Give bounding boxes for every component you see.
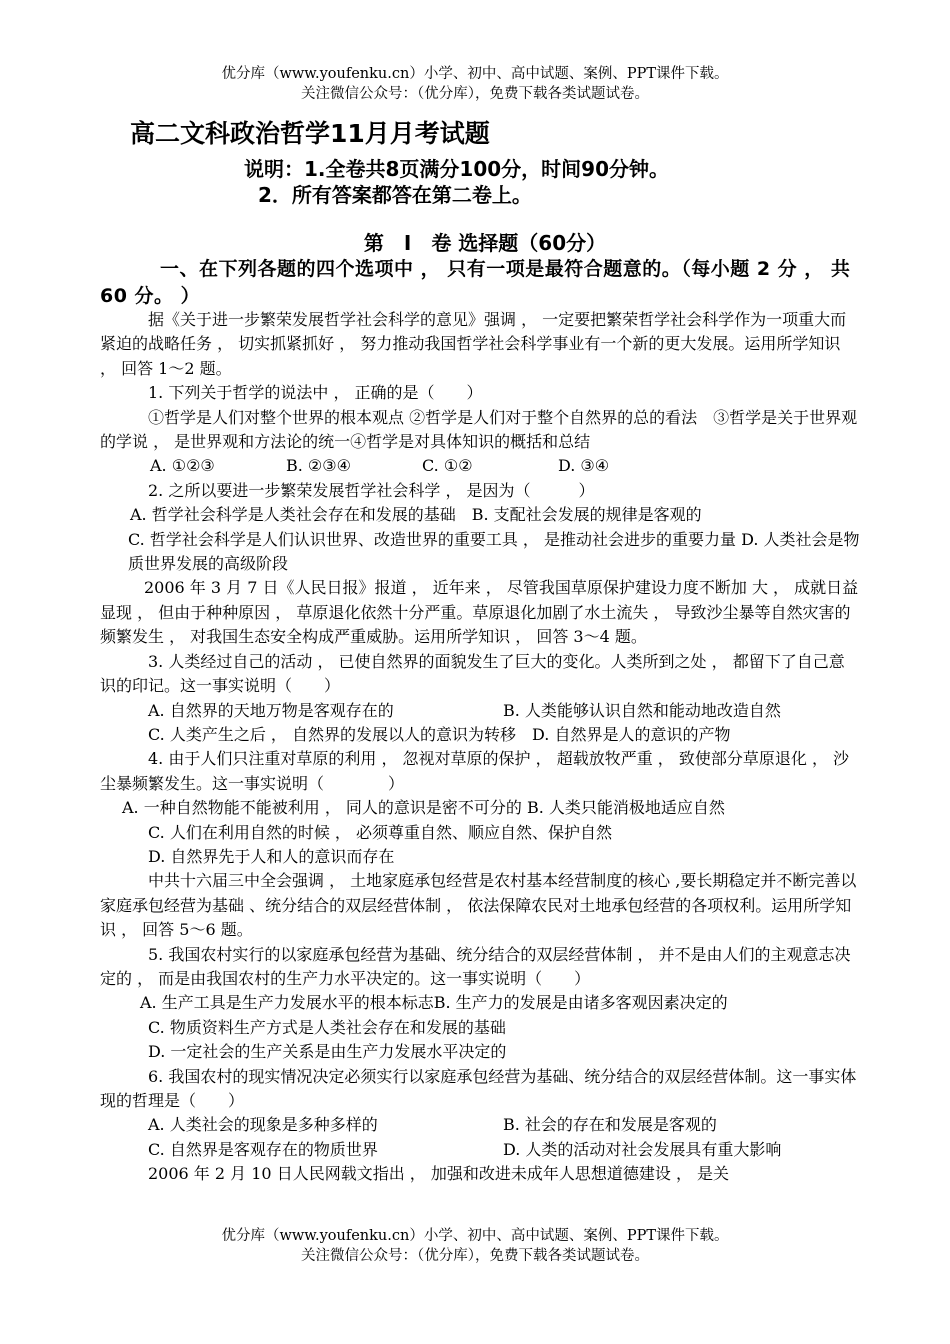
- question-1-option-a: A. ①②③: [150, 456, 215, 476]
- section-heading: 第 Ⅰ 卷 选择题（60分）: [363, 231, 607, 255]
- question-6-options-ab: [100, 1113, 860, 1137]
- question-4-option-c: C. 人们在利用自然的时候 ， 必须尊重自然、顺应自然、保护自然: [148, 822, 613, 842]
- question-3-stem: 3. 人类经过自己的活动 ， 已使自然界的面貌发生了巨大的变化。人类所到之处 ， 都留下了自己意识的印记。这一事实说明（ ）: [100, 651, 845, 696]
- question-6-options-cd: [100, 1138, 860, 1162]
- page-header: [0, 64, 950, 104]
- question-5-option-c: C. 物质资料生产方式是人类社会存在和发展的基础: [148, 1017, 506, 1037]
- question-6-stem: 6. 我国农村的现实情况决定必须实行以家庭承包经营为基础、统分结合的双层经营体制。这一事实体现的哲理是（ ）: [100, 1066, 857, 1110]
- question-6-option-a: A. 人类社会的现象是多种多样的: [148, 1115, 378, 1135]
- question-5-stem: 5. 我国农村实行的以家庭承包经营为基础、统分结合的双层经营体制 ， 并不是由人们的主观意志决定的 ， 而是由我国农村的生产力水平决定的。这一事实说明（ ）: [100, 944, 851, 988]
- passage-4: 2006 年 2 月 10 日人民网载文指出 ， 加强和改进未成年人思想道德建设 ， 是关: [148, 1164, 730, 1184]
- header-line-2: 关注微信公众号：（优分库），免费下载各类试题试卷。: [301, 86, 649, 102]
- question-5-options-ab: A. 生产工具是生产力发展水平的根本标志B. 生产力的发展是由诸多客观因素决定的: [140, 993, 728, 1013]
- question-4-options-ab: A. 一种自然物能不能被利用 ， 同人的意识是密不可分的 B. 人类只能消极地适应自然: [122, 798, 725, 818]
- question-3-option-a: A. 自然界的天地万物是客观存在的: [148, 700, 394, 720]
- question-3-options-cd: [100, 723, 860, 747]
- section-instruction: 一、在下列各题的四个选项中 ， 只有一项是最符合题意的。（每小题 2 分 ， 共 60 分。 ）: [100, 258, 851, 307]
- footer-line-1: 优分库（www.youfenku.cn）小学、初中、高中试题、案例、PPT课件下载。: [221, 1228, 729, 1244]
- question-2-options-cd: C. 哲学社会科学是人们认识世界、改造世界的重要工具 ， 是推动社会进步的重要力量 D. 人类社会是物质世界发展的高级阶段: [128, 529, 860, 574]
- exam-title: 高二文科政治哲学11月月考试题: [130, 119, 490, 148]
- question-3-options-ab: [100, 699, 860, 723]
- question-1-options: [100, 454, 860, 478]
- footer-line-2: 关注微信公众号：（优分库），免费下载各类试题试卷。: [301, 1248, 649, 1264]
- question-1-option-d: D. ③④: [558, 456, 610, 476]
- header-line-1: 优分库（www.youfenku.cn）小学、初中、高中试题、案例、PPT课件下载。: [221, 66, 729, 82]
- question-2-options-ab: A. 哲学社会科学是人类社会存在和发展的基础 B. 支配社会发展的规律是客观的: [130, 505, 702, 525]
- question-6-option-b: B. 社会的存在和发展是客观的: [503, 1115, 717, 1135]
- question-1-stem: 1. 下列关于哲学的说法中 ， 正确的是（ ）: [148, 383, 483, 403]
- exam-note-1: 说明：1.全卷共8页满分100分，时间90分钟。: [244, 157, 670, 181]
- question-3-option-b: B. 人类能够认识自然和能动地改造自然: [503, 700, 781, 720]
- page-footer: [0, 1226, 950, 1266]
- question-3-option-c: C. 人类产生之后 ， 自然界的发展以人的意识为转移: [148, 724, 517, 744]
- question-6-option-c: C. 自然界是客观存在的物质世界: [148, 1139, 378, 1159]
- question-4-stem: 4. 由于人们只注重对草原的利用 ， 忽视对草原的保护 ， 超载放牧严重 ， 致使部分草原退化 ， 沙尘暴频繁发生。这一事实说明（ ）: [100, 749, 850, 793]
- question-1-statements: ①哲学是人们对整个世界的根本观点 ②哲学是人们对于整个自然界的总的看法 ③哲学是关于世界观的学说 ， 是世界观和方法论的统一④哲学是对具体知识的概括和总结: [100, 407, 858, 452]
- question-2-stem: 2. 之所以要进一步繁荣发展哲学社会科学 ， 是因为（ ）: [148, 480, 595, 500]
- question-4-option-d: D. 自然界先于人和人的意识而存在: [148, 846, 395, 866]
- passage-2: 2006 年 3 月 7 日《人民日报》报道 ， 近年来 ， 尽管我国草原保护建设力度不断加 大 ， 成就日益显现 ， 但由于种种原因 ， 草原退化依然十分严重。草原退化加剧了水土流失 ， 导致沙尘暴等自然灾害的频繁发生 ， 对我国生态安全构成严重威胁。运用所学知识 ， 回答 3～4 题。: [100, 578, 859, 647]
- question-3-option-d: D. 自然界是人的意识的产物: [532, 724, 731, 744]
- exam-note-2: 2．所有答案都答在第二卷上。: [258, 183, 532, 207]
- question-1-option-b: B. ②③④: [286, 456, 351, 476]
- question-6-option-d: D. 人类的活动对社会发展具有重大影响: [503, 1139, 782, 1159]
- exam-body: [100, 308, 860, 1187]
- passage-1: 据《关于进一步繁荣发展哲学社会科学的意见》强调 ， 一定要把繁荣哲学社会科学作为一项重大而紧迫的战略任务 ， 切实抓紧抓好 ， 努力推动我国哲学社会科学事业有一个新的更大发展。运用所学知识 ， 回答 1～2 题。: [100, 310, 847, 378]
- passage-3: 中共十六届三中全会强调 ， 土地家庭承包经营是农村基本经营制度的核心 ,要长期稳定并不断完善以家庭承包经营为基础 、统分结合的双层经营体制 ， 依法保障农民对土地承包经营的各项权利。运用所学知识 ， 回答 5～6 题。: [100, 871, 857, 940]
- question-1-option-c: C. ①②: [422, 456, 473, 476]
- question-5-option-d: D. 一定社会的生产关系是由生产力发展水平决定的: [148, 1042, 507, 1062]
